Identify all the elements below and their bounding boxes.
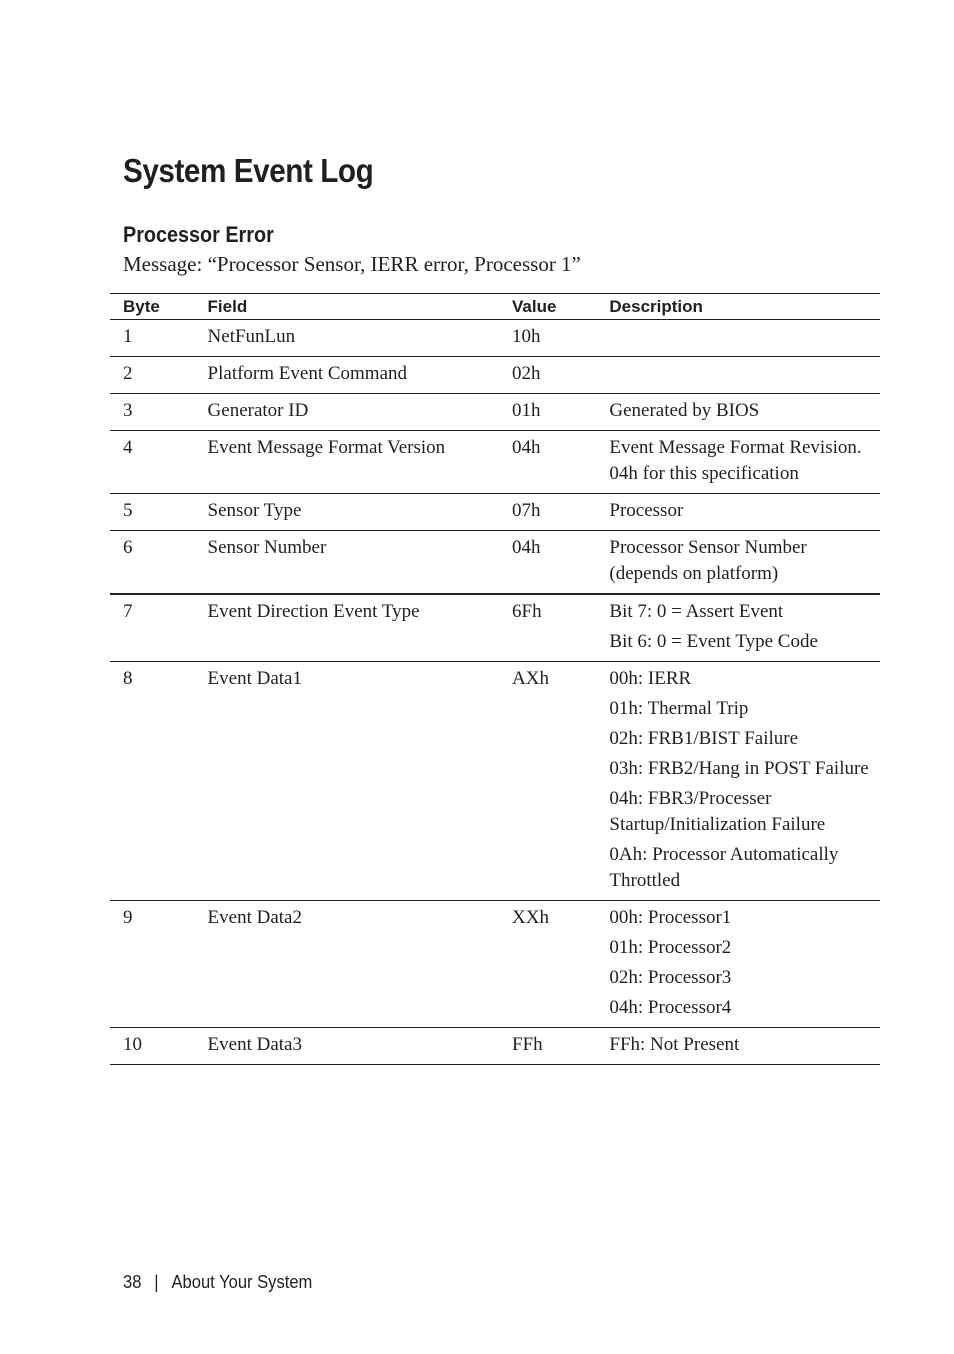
- cell-field: Event Data3: [208, 1028, 512, 1065]
- cell-description: [609, 662, 880, 901]
- cell-field: Event Data2: [208, 901, 512, 1028]
- cell-description: [609, 531, 880, 595]
- cell-description: [609, 320, 880, 357]
- cell-value: 6Fh: [512, 594, 609, 662]
- table-row: [110, 394, 880, 431]
- cell-byte: 8: [110, 662, 208, 901]
- cell-description: [609, 394, 880, 431]
- header-description: Description: [609, 294, 880, 320]
- cell-value: FFh: [512, 1028, 609, 1065]
- page-title: System Event Log: [123, 152, 374, 189]
- description-line: Bit 6: 0 = Event Type Code: [609, 631, 818, 652]
- table-row: [110, 431, 880, 494]
- cell-field: Sensor Type: [208, 494, 512, 531]
- cell-byte: 2: [110, 357, 208, 394]
- description-line: 00h: Processor1: [609, 907, 732, 928]
- description-line: Bit 7: 0 = Assert Event: [609, 601, 784, 622]
- description-line: 02h: Processor3: [609, 967, 732, 988]
- cell-byte: 9: [110, 901, 208, 1028]
- cell-description: [609, 357, 880, 394]
- cell-field: Event Data1: [208, 662, 512, 901]
- description-line: 0Ah: Processor Automatically Throttled: [609, 844, 839, 891]
- description-line: Generated by BIOS: [609, 400, 760, 421]
- cell-value: 02h: [512, 357, 609, 394]
- description-line: Event Message Format Revision. 04h for this specification: [609, 437, 862, 484]
- cell-description: [609, 1028, 880, 1065]
- table-row: [110, 1028, 880, 1065]
- cell-value: 04h: [512, 531, 609, 595]
- cell-description: [609, 431, 880, 494]
- cell-field: NetFunLun: [208, 320, 512, 357]
- cell-byte: 4: [110, 431, 208, 494]
- cell-field: Event Message Format Version: [208, 431, 512, 494]
- cell-value: 04h: [512, 431, 609, 494]
- footer-section: About Your System: [171, 1272, 313, 1292]
- message-text: Message: “Processor Sensor, IERR error, Processor 1”: [123, 252, 581, 276]
- header-value: Value: [512, 294, 609, 320]
- cell-byte: 6: [110, 531, 208, 595]
- cell-description: [609, 494, 880, 531]
- description-line: 01h: Thermal Trip: [609, 698, 749, 719]
- cell-description: [609, 901, 880, 1028]
- table-row: [110, 357, 880, 394]
- cell-field: Generator ID: [208, 394, 512, 431]
- table-body: [110, 320, 880, 1065]
- description-line: 04h: FBR3/Processer Startup/Initialization Failure: [609, 788, 826, 835]
- table-row: [110, 662, 880, 901]
- cell-field: Sensor Number: [208, 531, 512, 595]
- event-log-table: [110, 293, 880, 1065]
- table-row: [110, 531, 880, 595]
- table-header-row: [110, 294, 880, 320]
- cell-byte: 10: [110, 1028, 208, 1065]
- cell-byte: 3: [110, 394, 208, 431]
- cell-field: Event Direction Event Type: [208, 594, 512, 662]
- page-footer: [123, 1272, 312, 1293]
- cell-value: AXh: [512, 662, 609, 901]
- header-field: Field: [208, 294, 512, 320]
- cell-value: 10h: [512, 320, 609, 357]
- description-line: FFh: Not Present: [609, 1034, 740, 1055]
- description-line: 00h: IERR: [609, 668, 692, 689]
- table-row: [110, 494, 880, 531]
- cell-value: 07h: [512, 494, 609, 531]
- table-row: [110, 594, 880, 662]
- description-line: 01h: Processor2: [609, 937, 732, 958]
- description-line: 02h: FRB1/BIST Failure: [609, 728, 799, 749]
- cell-value: 01h: [512, 394, 609, 431]
- description-line: Processor Sensor Number (depends on platform): [609, 537, 807, 584]
- section-title: Processor Error: [123, 222, 274, 247]
- cell-description: [609, 594, 880, 662]
- cell-byte: 5: [110, 494, 208, 531]
- header-byte: Byte: [110, 294, 208, 320]
- table-row: [110, 901, 880, 1028]
- cell-field: Platform Event Command: [208, 357, 512, 394]
- cell-byte: 7: [110, 594, 208, 662]
- table-row: [110, 320, 880, 357]
- cell-byte: 1: [110, 320, 208, 357]
- footer-separator: |: [154, 1272, 159, 1292]
- description-line: 04h: Processor4: [609, 997, 732, 1018]
- description-line: 03h: FRB2/Hang in POST Failure: [609, 758, 869, 779]
- page-number: 38: [123, 1272, 142, 1292]
- cell-value: XXh: [512, 901, 609, 1028]
- description-line: Processor: [609, 500, 684, 521]
